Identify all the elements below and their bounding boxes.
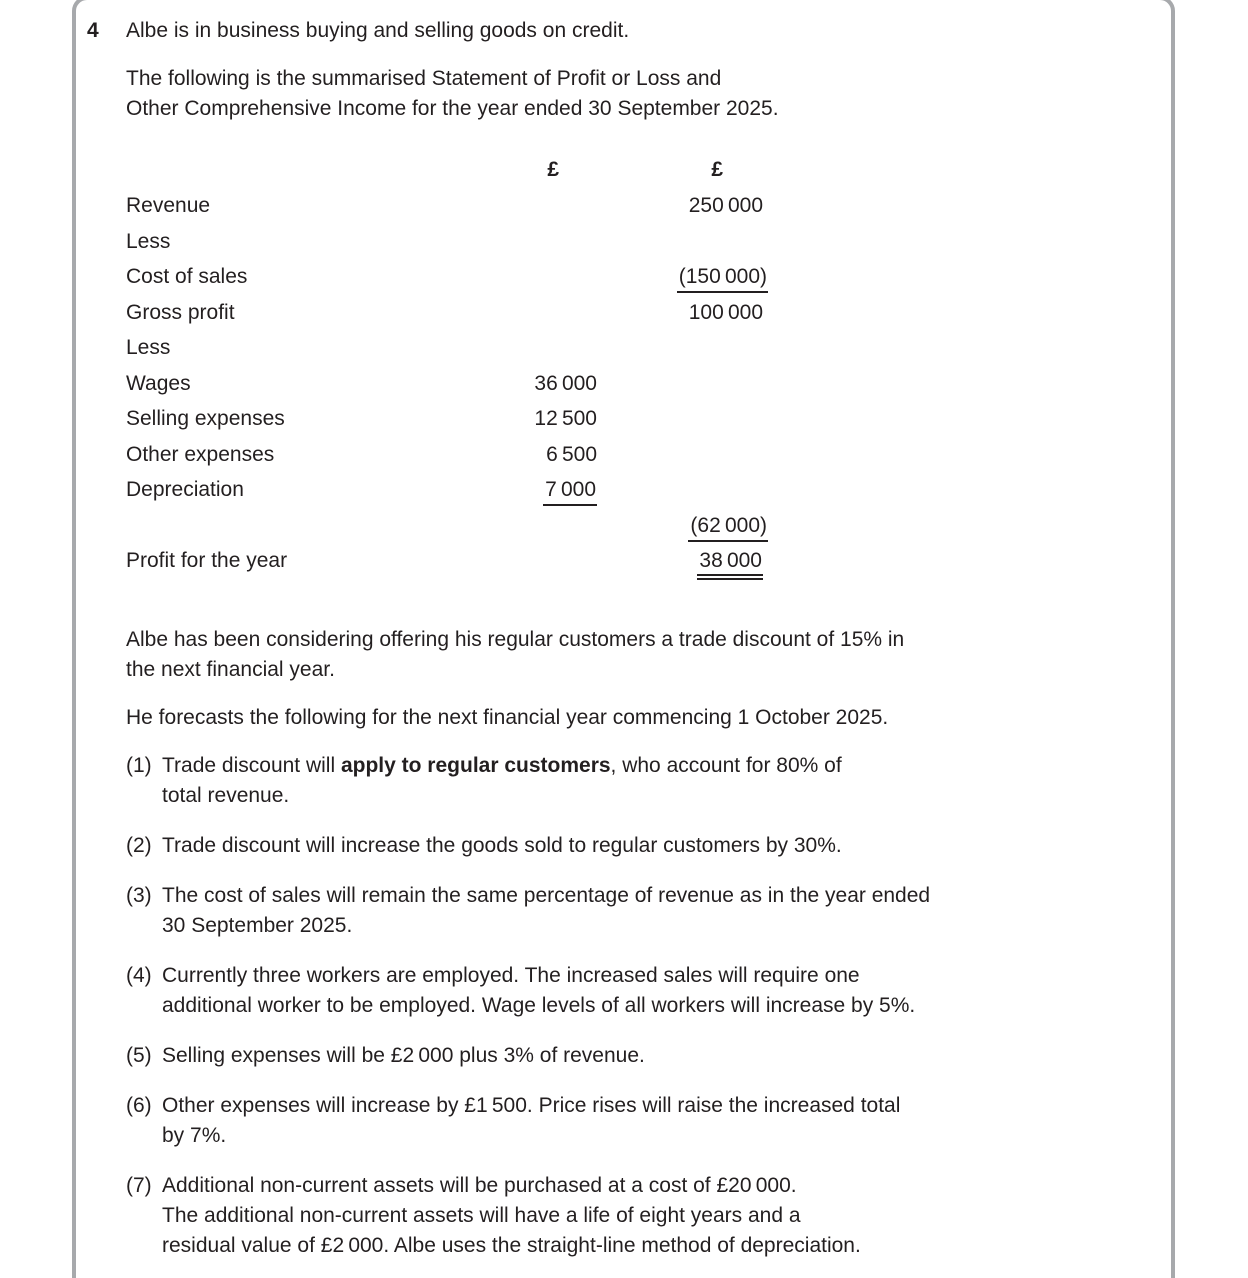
statement-row-depreciation: Depreciation 7 000 bbox=[126, 472, 1136, 508]
statement-row-less2: Less bbox=[126, 336, 171, 359]
statement-header-row bbox=[126, 152, 1136, 188]
statement-row-selling-expenses: Selling expenses 12 500 bbox=[126, 401, 1136, 437]
statement-intro-line: The following is the summarised Statement of Profit or Loss and bbox=[126, 67, 722, 90]
forecast-item-number: (3) bbox=[126, 883, 152, 907]
forecast-item-text: The additional non-current assets will have a life of eight years and a bbox=[162, 1203, 801, 1227]
bold-text: apply to regular customers bbox=[340, 753, 611, 777]
forecast-item-text: by 7%. bbox=[162, 1123, 227, 1147]
currency-header-col1: £ bbox=[547, 158, 559, 181]
discount-paragraph: Albe has been considering offering his regular customers a trade discount of 15% in the next financial year. bbox=[126, 627, 905, 681]
forecast-item-4 bbox=[126, 961, 1136, 1021]
statement-row-gross-profit: Gross profit 100 000 bbox=[126, 295, 1136, 331]
forecast-item-number: (7) bbox=[126, 1173, 152, 1197]
statement-row-total-expenses bbox=[126, 508, 1136, 544]
statement-intro-line: Other Comprehensive Income for the year ended 30 September 2025. bbox=[126, 97, 779, 120]
forecast-item-7 bbox=[126, 1171, 1136, 1261]
amount-cell: 7 000 bbox=[543, 478, 597, 506]
forecast-item-text: Currently three workers are employed. The increased sales will require one bbox=[162, 963, 860, 987]
statement-row-revenue: Revenue 250 000 bbox=[126, 188, 1136, 224]
forecast-item-number: (1) bbox=[126, 753, 152, 777]
forecast-intro-paragraph: He forecasts the following for the next financial year commencing 1 October 2025. bbox=[126, 705, 889, 729]
forecast-item-text: additional worker to be employed. Wage levels of all workers will increase by 5%. bbox=[162, 993, 916, 1017]
profit-loss-statement bbox=[126, 152, 1136, 579]
statement-row-less1: Less bbox=[126, 229, 171, 253]
forecast-item-text: Other expenses will increase by £1 500. Price rises will raise the increased total bbox=[162, 1093, 901, 1117]
statement-row-wages: Wages 36 000 bbox=[126, 366, 1136, 402]
amount-cell: 100 000 bbox=[688, 300, 763, 324]
forecast-item-6 bbox=[126, 1091, 1136, 1151]
statement-row-cost-of-sales: Cost of sales (150 000) bbox=[126, 259, 1136, 295]
statement-row-profit-for-year: Profit for the year 38 000 bbox=[126, 543, 1136, 579]
forecast-item-3 bbox=[126, 881, 1136, 941]
question-header bbox=[87, 16, 1136, 46]
forecast-item-text: Trade discount will apply to regular customers, who account for 80% of bbox=[162, 753, 842, 777]
question-number: 4 bbox=[87, 19, 99, 42]
forecast-item-text: Additional non-current assets will be purchased at a cost of £20 000. bbox=[162, 1173, 797, 1197]
forecast-item-2 bbox=[126, 831, 1136, 861]
forecast-item-number: (4) bbox=[126, 963, 152, 987]
forecast-item-number: (6) bbox=[126, 1093, 152, 1117]
amount-cell: 6 500 bbox=[546, 442, 597, 466]
question-intro: Albe is in business buying and selling goods on credit. bbox=[126, 19, 630, 42]
currency-header-col2: £ bbox=[711, 158, 723, 181]
amount-cell: (150 000) bbox=[677, 265, 768, 293]
statement-intro bbox=[126, 64, 1136, 124]
question-content bbox=[87, 16, 1136, 1261]
statement-header-label bbox=[126, 152, 465, 188]
amount-cell: (62 000) bbox=[688, 514, 768, 542]
forecast-item-text: The cost of sales will remain the same percentage of revenue as in the year ended bbox=[162, 883, 931, 907]
forecast-item-text: Trade discount will increase the goods sold to regular customers by 30%. bbox=[162, 833, 842, 857]
amount-cell: 12 500 bbox=[534, 407, 597, 430]
forecast-item-text: Selling expenses will be £2 000 plus 3% of revenue. bbox=[162, 1043, 645, 1067]
amount-cell: 36 000 bbox=[534, 371, 597, 395]
forecast-item-1 bbox=[126, 751, 1136, 811]
forecast-item-text: 30 September 2025. bbox=[162, 913, 353, 937]
forecast-item-number: (5) bbox=[126, 1043, 152, 1067]
amount-cell: 250 000 bbox=[688, 194, 763, 217]
statement-row-other-expenses: Other expenses 6 500 bbox=[126, 437, 1136, 473]
forecast-item-text: residual value of £2 000. Albe uses the straight-line method of depreciation. bbox=[162, 1233, 861, 1257]
amount-cell: 38 000 bbox=[697, 549, 763, 580]
forecast-item-number: (2) bbox=[126, 833, 152, 857]
forecast-item-text: total revenue. bbox=[162, 783, 290, 807]
forecast-item-5 bbox=[126, 1041, 1136, 1071]
